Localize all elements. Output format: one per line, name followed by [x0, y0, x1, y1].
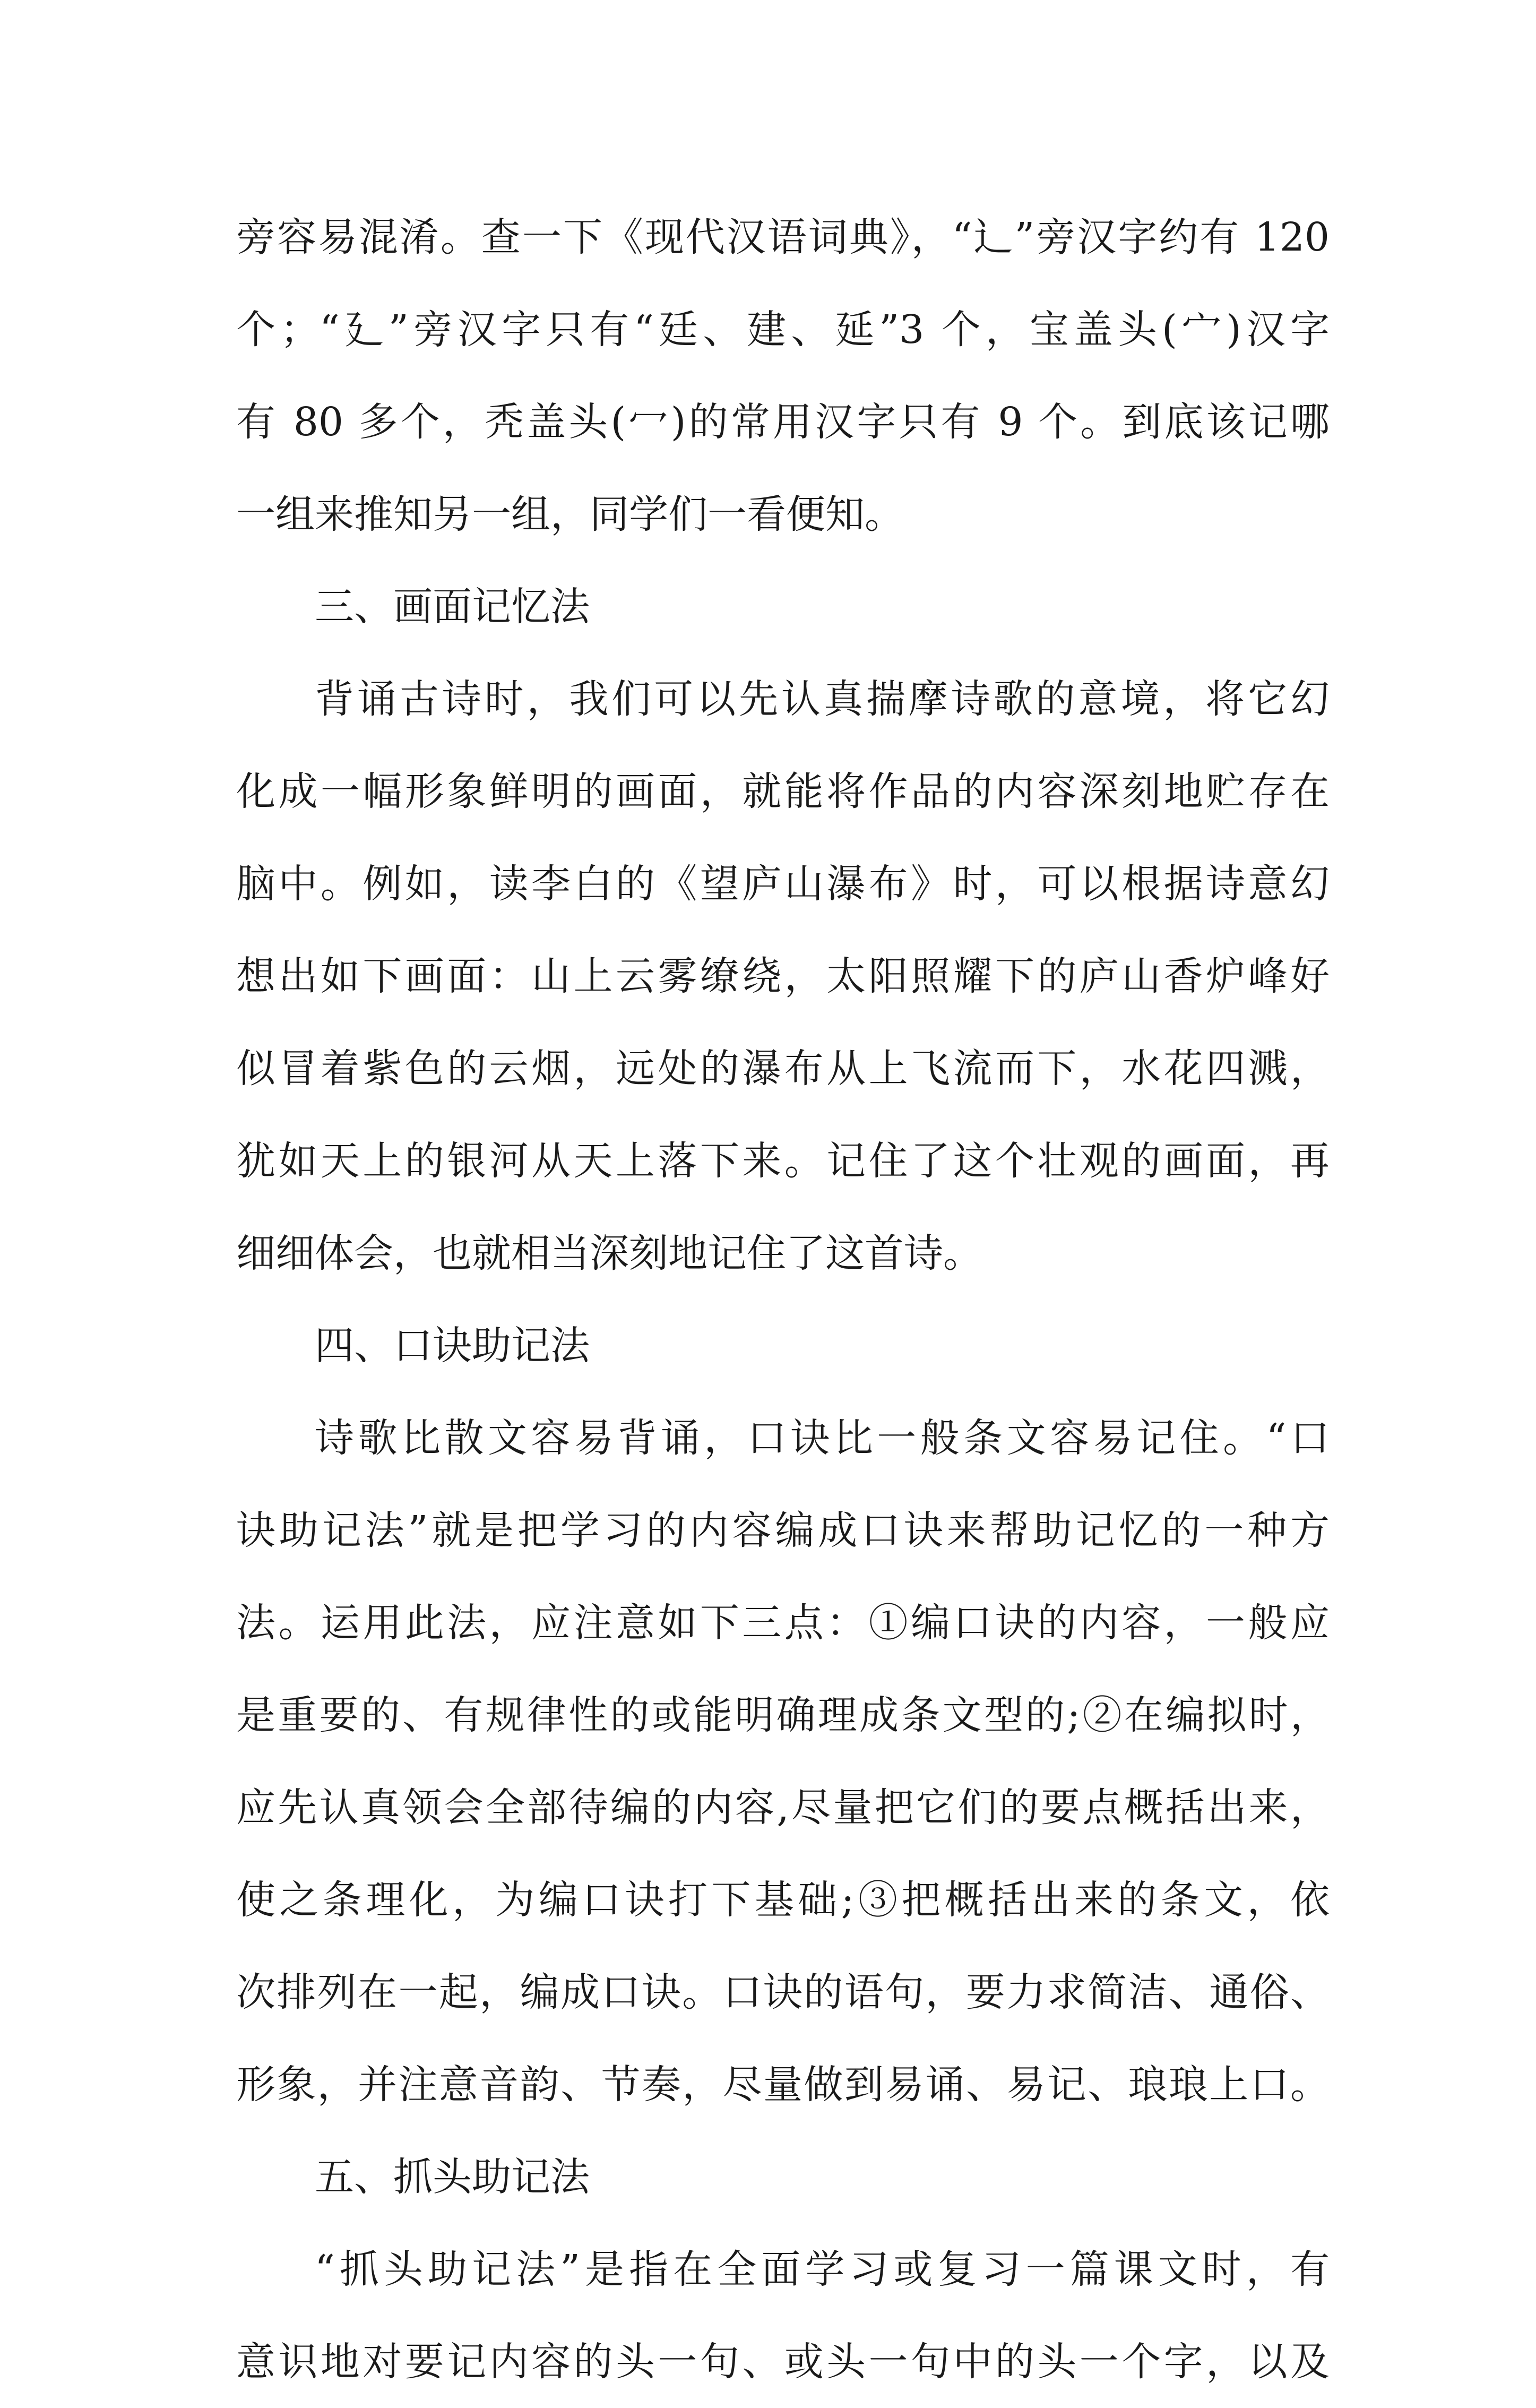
text-line: 是重要的、有规律性的或能明确理成条文型的;②在编拟时，: [236, 1692, 1330, 1738]
text-line: 个；“廴”旁汉字只有“廷、建、延”3 个，宝盖头(宀)汉字: [236, 307, 1330, 352]
text-line: 次排列在一起，编成口诀。口诀的语句，要力求简洁、通俗、: [236, 1970, 1330, 2015]
section-heading-5: 五、抓头助记法: [315, 2154, 590, 2200]
body-text: [236, 191, 1330, 2408]
paragraph-first-line: 背诵古诗时，我们可以先认真揣摩诗歌的意境，将它幻: [315, 676, 1330, 722]
paragraph-last-line: 一组来推知另一组，同学们一看便知。: [236, 492, 904, 537]
paragraph-last-line: 形象，并注意音韵、节奏，尽量做到易诵、易记、琅琅上口。: [236, 2062, 1330, 2108]
text-line: 使之条理化，为编口诀打下基础;③把概括出来的条文，依: [236, 1877, 1330, 1923]
section-heading-3: 三、画面记忆法: [315, 584, 590, 630]
section-heading-4: 四、口诀助记法: [315, 1323, 590, 1369]
text-line: 法。运用此法，应注意如下三点：①编口诀的内容，一般应: [236, 1600, 1330, 1646]
paragraph-last-line: 细细体会，也就相当深刻地记住了这首诗。: [236, 1231, 982, 1276]
text-line: 旁容易混淆。查一下《现代汉语词典》，“辶”旁汉字约有 120: [236, 214, 1330, 260]
text-line: 脑中。例如，读李白的《望庐山瀑布》时，可以根据诗意幻: [236, 861, 1330, 907]
text-line: 应先认真领会全部待编的内容,尽量把它们的要点概括出来，: [236, 1785, 1330, 1830]
text-line: 化成一幅形象鲜明的画面，就能将作品的内容深刻地贮存在: [236, 769, 1330, 814]
paragraph-first-line: “抓头助记法”是指在全面学习或复习一篇课文时，有: [315, 2247, 1330, 2292]
text-line: 犹如天上的银河从天上落下来。记住了这个壮观的画面，再: [236, 1138, 1330, 1184]
text-line: 似冒着紫色的云烟，远处的瀑布从上飞流而下，水花四溅，: [236, 1046, 1330, 1091]
text-line: 想出如下画面：山上云雾缭绕，太阳照耀下的庐山香炉峰好: [236, 953, 1330, 999]
text-line: 意识地对要记内容的头一句、或头一句中的头一个字，以及: [236, 2339, 1330, 2385]
text-line: 诀助记法”就是把学习的内容编成口诀来帮助记忆的一种方: [236, 1508, 1330, 1553]
paragraph-first-line: 诗歌比散文容易背诵，口诀比一般条文容易记住。“口: [315, 1415, 1330, 1461]
text-line: 有 80 多个，秃盖头(冖)的常用汉字只有 9 个。到底该记哪: [236, 399, 1330, 445]
